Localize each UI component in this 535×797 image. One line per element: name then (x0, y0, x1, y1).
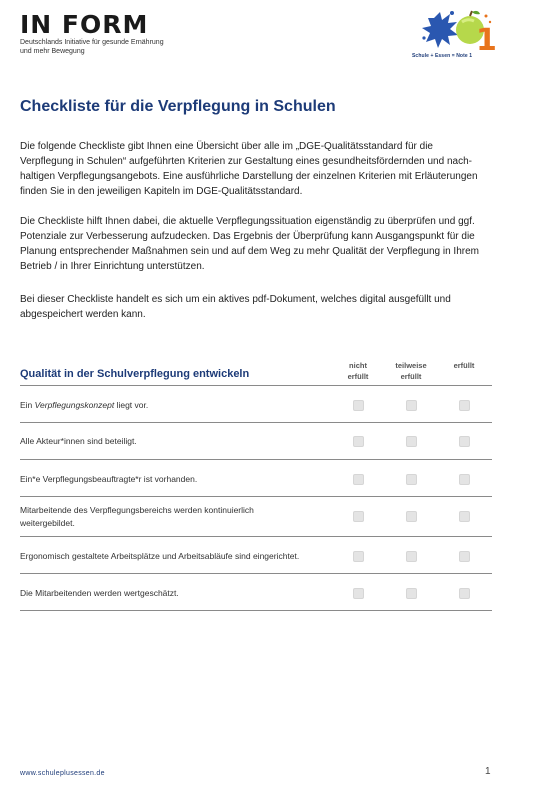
table-divider (20, 422, 492, 423)
brand-wordmark: IN FORM (20, 10, 149, 39)
checkbox-partially-fulfilled[interactable] (406, 551, 417, 562)
table-divider (20, 459, 492, 460)
checkbox-fulfilled[interactable] (459, 511, 470, 522)
checklist-row-label (20, 435, 340, 448)
checkbox-partially-fulfilled[interactable] (406, 400, 417, 411)
row-text: Ein (20, 400, 35, 410)
table-divider (20, 573, 492, 574)
checkbox-partially-fulfilled[interactable] (406, 436, 417, 447)
intro-paragraph-2: Die Checkliste hilft Ihnen dabei, die aktuelle Verpflegungssituation eigenständig zu überprüfen und ggf. Potenziale zur Verbesserung aufzudecken. Das Ergebnis der Überprüfung kann Ausgangspunkt für die Planung entsprechender Maßnahmen sein und auf dem Weg zu mehr Qualität der Verpflegung in Ihrem Betrieb / in Ihrer Einrichtung unterstützen. (20, 216, 479, 272)
checkbox-fulfilled[interactable] (459, 551, 470, 562)
checkbox-partially-fulfilled[interactable] (406, 511, 417, 522)
checklist-row-label (20, 550, 340, 563)
table-divider (20, 385, 492, 386)
table-divider (20, 496, 492, 497)
footer-url[interactable]: www.schuleplusessen.de (20, 770, 105, 777)
checklist-section-title: Qualität in der Schulverpflegung entwickeln (20, 368, 250, 380)
row-text: Alle Akteur*innen sind beteiligt. (20, 436, 137, 446)
in-form-logo (20, 12, 200, 56)
row-text-emphasis: Verpflegungskonzept (34, 400, 115, 410)
table-divider (20, 536, 492, 537)
checkbox-partially-fulfilled[interactable] (406, 474, 417, 485)
page-number: 1 (485, 766, 491, 777)
checkbox-fulfilled[interactable] (459, 436, 470, 447)
checkbox-partially-fulfilled[interactable] (406, 588, 417, 599)
intro-paragraph-1: Die folgende Checkliste gibt Ihnen eine Übersicht über alle im „DGE-Qualitätsstandard für die Verpflegung in Schulen“ aufgeführten Kriterien zur Gestaltung eines gesundheitsfördernden und nach- haltigen Verpflegungsangebots. Eine ausführliche Darstellung der einzelnen Kriterien mit Erläuterungen finden Sie in den jeweiligen Kapiteln im DGE-Qualitätsstandard. (20, 141, 478, 197)
checkbox-fulfilled[interactable] (459, 474, 470, 485)
checkbox-not-fulfilled[interactable] (353, 551, 364, 562)
intro-paragraph-3: Bei dieser Checkliste handelt es sich um ein aktives pdf-Dokument, welches digital ausgefüllt und abgespeichert werden kann. (20, 294, 451, 320)
checkbox-not-fulfilled[interactable] (353, 511, 364, 522)
column-header-not-fulfilled: nicht erfüllt (347, 361, 369, 381)
checkbox-not-fulfilled[interactable] (353, 588, 364, 599)
checkbox-not-fulfilled[interactable] (353, 436, 364, 447)
checklist-row-label (20, 587, 340, 600)
checklist-row-label (20, 399, 340, 412)
row-text: Die Mitarbeitenden werden wertgeschätzt. (20, 588, 179, 598)
checkbox-not-fulfilled[interactable] (353, 400, 364, 411)
seal-caption: Schule + Essen = Note 1 (412, 53, 473, 59)
column-header-partially-fulfilled: teilweise erfüllt (395, 361, 427, 381)
checkbox-fulfilled[interactable] (459, 588, 470, 599)
column-header-fulfilled: erfüllt (453, 361, 475, 370)
row-text: Mitarbeitende des Verpflegungsbereichs werden kontinuierlich weitergebildet. (20, 505, 254, 528)
checklist-row-label (20, 504, 310, 530)
checklist-row-label (20, 473, 340, 486)
page-title: Checkliste für die Verpflegung in Schulen (20, 98, 336, 115)
row-text: liegt vor. (114, 400, 149, 410)
row-text: Ergonomisch gestaltete Arbeitsplätze und Arbeitsabläufe sind eingerichtet. (20, 551, 300, 561)
checkbox-not-fulfilled[interactable] (353, 474, 364, 485)
schule-plus-essen-seal-icon (410, 8, 500, 58)
row-text: Ein*e Verpflegungsbeauftragte*r ist vorhanden. (20, 474, 198, 484)
table-divider (20, 610, 492, 611)
brand-tagline: Deutschlands Initiative für gesunde Ernährung und mehr Bewegung (20, 39, 164, 55)
checkbox-fulfilled[interactable] (459, 400, 470, 411)
svg-text:1: 1 (476, 23, 497, 54)
